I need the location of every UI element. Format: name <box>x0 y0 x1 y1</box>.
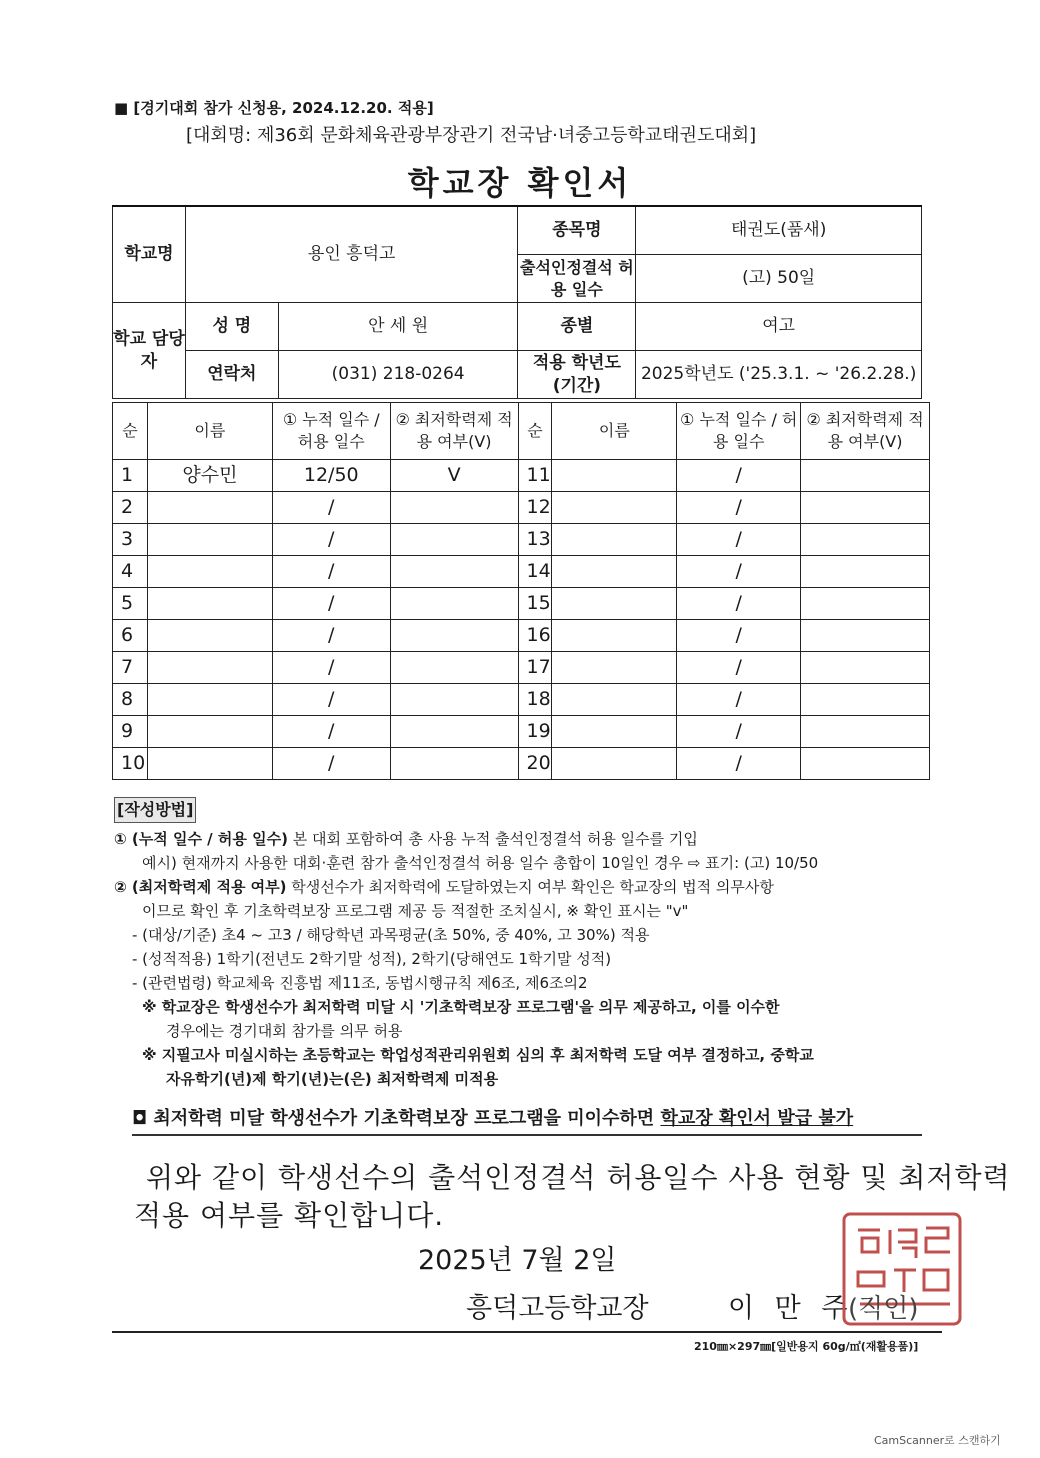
row-number: 2 <box>113 492 148 524</box>
student-name <box>147 716 272 748</box>
row-number: 12 <box>518 492 552 524</box>
table-row <box>113 620 930 652</box>
contact-value: (031) 218-0264 <box>278 351 518 399</box>
row-number: 6 <box>113 620 148 652</box>
row-number: 14 <box>518 556 552 588</box>
col-name: 이름 <box>147 403 272 460</box>
note2-label: ② (최저학력제 적용 여부) <box>114 878 287 896</box>
student-name <box>552 460 677 492</box>
student-name <box>552 748 677 780</box>
min-academic-check: V <box>390 460 518 492</box>
warning-underlined: 학교장 확인서 발급 불가 <box>660 1108 854 1129</box>
min-academic-check <box>390 588 518 620</box>
min-academic-check <box>390 492 518 524</box>
row-number: 18 <box>518 684 552 716</box>
instructions <box>114 797 944 1091</box>
days-used: / <box>272 748 390 780</box>
days-used: / <box>677 556 801 588</box>
year-value: 2025학년도 ('25.3.1. ~ '26.2.28.) <box>636 351 922 399</box>
bottom-divider <box>112 1331 942 1333</box>
remark1-a: ※ 학교장은 학생선수가 최저학력 미달 시 '기초학력보장 프로그램'을 의무 제공하고, 이를 이수한 <box>142 998 780 1016</box>
student-name <box>552 588 677 620</box>
school-label: 학교명 <box>113 206 186 303</box>
name-value: 안 세 원 <box>278 303 518 351</box>
days-used: 12/50 <box>272 460 390 492</box>
student-name <box>552 652 677 684</box>
days-used: / <box>677 588 801 620</box>
days-used: / <box>272 620 390 652</box>
sign-date: 2025년 7월 2일 <box>418 1245 617 1276</box>
table-row <box>113 748 930 780</box>
row-number: 19 <box>518 716 552 748</box>
min-academic-check <box>801 588 930 620</box>
row-number: 1 <box>113 460 148 492</box>
student-name <box>552 556 677 588</box>
remark2-b: 자유학기(년)제 학기(년)는(은) 최저학력제 미적용 <box>166 1070 499 1088</box>
row-number: 13 <box>518 524 552 556</box>
student-name <box>147 652 272 684</box>
min-academic-check <box>390 748 518 780</box>
allow-value: (고) 50일 <box>636 255 922 303</box>
student-name <box>552 684 677 716</box>
col-check: ② 최저학력제 적용 여부(V) <box>390 403 518 460</box>
days-used: / <box>272 556 390 588</box>
row-number: 8 <box>113 684 148 716</box>
student-name <box>552 716 677 748</box>
student-name <box>147 684 272 716</box>
contact-label: 연락처 <box>185 351 278 399</box>
days-used: / <box>677 524 801 556</box>
detail-target: - (대상/기준) 초4 ~ 고3 / 해당학년 과목평균(초 50%, 중 40%, 고 30%) 적용 <box>132 926 650 944</box>
student-name <box>552 620 677 652</box>
col-no: 순 <box>113 403 148 460</box>
days-used: / <box>677 492 801 524</box>
paper-spec: 210㎜×297㎜[일반용지 60g/㎡(재활용품)] <box>694 1340 919 1353</box>
row-number: 7 <box>113 652 148 684</box>
days-used: / <box>677 460 801 492</box>
min-academic-check <box>390 684 518 716</box>
min-academic-check <box>801 556 930 588</box>
detail-grade: - (성적적용) 1학기(전년도 2학기말 성적), 2학기(당해연도 1학기말 성적) <box>132 950 612 968</box>
row-number: 4 <box>113 556 148 588</box>
school-value: 용인 흥덕고 <box>185 206 518 303</box>
year-label: 적용 학년도 (기간) <box>518 351 636 399</box>
col-days: ① 누적 일수 / 허용 일수 <box>272 403 390 460</box>
student-name <box>147 620 272 652</box>
min-academic-check <box>390 524 518 556</box>
confirm-line-1: 위와 같이 학생선수의 출석인정결석 허용일수 사용 현황 및 최저학력 <box>146 1161 1011 1194</box>
student-name <box>147 588 272 620</box>
days-used: / <box>272 588 390 620</box>
col-name: 이름 <box>552 403 677 460</box>
days-used: / <box>677 716 801 748</box>
name-label: 성 명 <box>185 303 278 351</box>
min-academic-check <box>390 652 518 684</box>
remark1-b: 경우에는 경기대회 참가를 의무 허용 <box>166 1022 403 1040</box>
col-days: ① 누적 일수 / 허용 일수 <box>677 403 801 460</box>
table-row <box>113 652 930 684</box>
min-academic-check <box>801 460 930 492</box>
school-principal-title: 흥덕고등학교장 <box>466 1293 649 1324</box>
days-used: / <box>677 620 801 652</box>
student-name <box>552 492 677 524</box>
student-name <box>552 524 677 556</box>
col-check: ② 최저학력제 적용 여부(V) <box>801 403 930 460</box>
days-used: / <box>272 684 390 716</box>
table-row <box>113 684 930 716</box>
col-no: 순 <box>518 403 552 460</box>
note1-label: ① (누적 일수 / 허용 일수) <box>114 830 288 848</box>
document-title: 학교장 확인서 <box>407 164 633 202</box>
min-academic-check <box>390 620 518 652</box>
competition-name: [대회명: 제36회 문화체육관광부장관기 전국남·녀중고등학교태권도대회] <box>186 125 757 146</box>
warning-notice <box>132 1104 853 1130</box>
min-academic-check <box>390 716 518 748</box>
warning-text: ◘ 최저학력 미달 학생선수가 기초학력보장 프로그램을 미이수하면 <box>132 1108 661 1129</box>
days-used: / <box>677 684 801 716</box>
principal-name: 이 만 주 <box>728 1293 854 1324</box>
gender-value: 여고 <box>636 303 922 351</box>
min-academic-check <box>801 492 930 524</box>
note1-text: 본 대회 포함하여 총 사용 누적 출석인정결석 허용 일수를 기입 <box>287 830 698 848</box>
row-number: 17 <box>518 652 552 684</box>
table-row <box>113 492 930 524</box>
days-used: / <box>677 748 801 780</box>
min-academic-check <box>801 524 930 556</box>
min-academic-check <box>801 716 930 748</box>
table-row <box>113 588 930 620</box>
table-row <box>113 460 930 492</box>
min-academic-check <box>801 652 930 684</box>
min-academic-check <box>801 620 930 652</box>
days-used: / <box>272 652 390 684</box>
min-academic-check <box>801 748 930 780</box>
student-name <box>147 556 272 588</box>
header-notice: ■ [경기대회 참가 신청용, 2024.12.20. 적용] <box>114 99 434 117</box>
table-row <box>113 556 930 588</box>
note2-text: 학생선수가 최저학력에 도달하였는지 여부 확인은 학교장의 법적 의무사항 <box>286 878 774 896</box>
student-name: 양수민 <box>147 460 272 492</box>
confirm-line-2: 적용 여부를 확인합니다. <box>134 1199 445 1232</box>
row-number: 10 <box>113 748 148 780</box>
days-used: / <box>272 524 390 556</box>
min-academic-check <box>801 684 930 716</box>
seal-label: (직인) <box>848 1294 919 1324</box>
student-name <box>147 492 272 524</box>
instructions-title: [작성방법] <box>114 797 196 823</box>
remark2-a: ※ 지필고사 미실시하는 초등학교는 학업성적관리위원회 심의 후 최저학력 도달 여부 결정하고, 중학교 <box>142 1046 814 1064</box>
allow-label: 출석인정결석 허용 일수 <box>518 255 636 303</box>
student-name <box>147 748 272 780</box>
row-number: 16 <box>518 620 552 652</box>
event-value: 태권도(품새) <box>636 206 922 255</box>
divider <box>132 1134 922 1136</box>
row-number: 9 <box>113 716 148 748</box>
student-name <box>147 524 272 556</box>
student-list-table <box>112 402 930 780</box>
row-number: 3 <box>113 524 148 556</box>
scanner-watermark: CamScanner로 스캔하기 <box>874 1434 1001 1447</box>
row-number: 15 <box>518 588 552 620</box>
row-number: 11 <box>518 460 552 492</box>
detail-law: - (관련법령) 학교체육 진흥법 제11조, 동법시행규칙 제6조, 제6조의2 <box>132 974 588 992</box>
days-used: / <box>272 716 390 748</box>
min-academic-check <box>390 556 518 588</box>
row-number: 20 <box>518 748 552 780</box>
days-used: / <box>272 492 390 524</box>
note2-cont: 이므로 확인 후 기초학력보장 프로그램 제공 등 적절한 조치실시, ※ 확인 표시는 "v" <box>142 902 689 920</box>
days-used: / <box>677 652 801 684</box>
info-table <box>112 205 922 399</box>
gender-label: 종별 <box>518 303 636 351</box>
table-row <box>113 524 930 556</box>
note1-example: 예시) 현재까지 사용한 대회·훈련 참가 출석인정결석 허용 일수 총합이 10일인 경우 ⇨ 표기: (고) 10/50 <box>142 854 819 872</box>
event-label: 종목명 <box>518 206 636 255</box>
table-row <box>113 716 930 748</box>
manager-label: 학교 담당자 <box>113 303 186 399</box>
row-number: 5 <box>113 588 148 620</box>
